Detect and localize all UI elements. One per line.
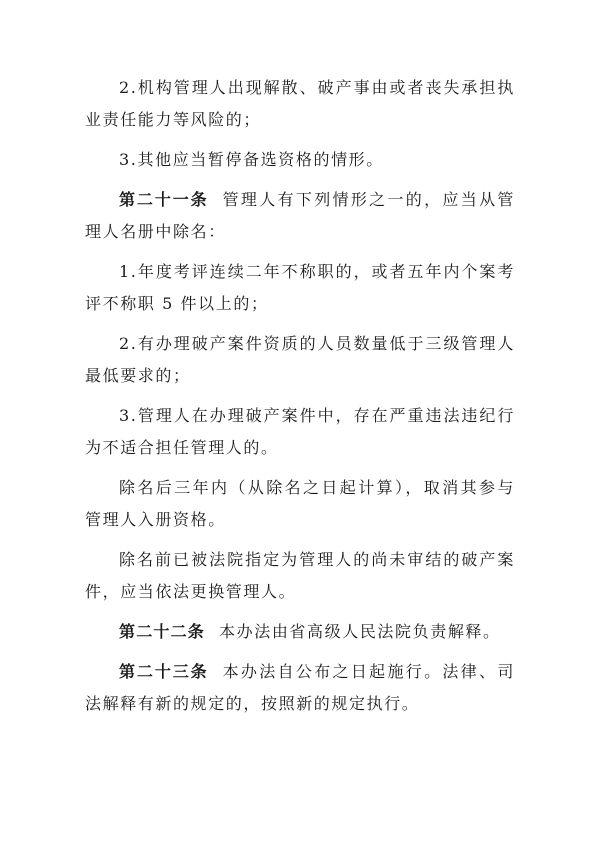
paragraph-removal-period [85,472,515,536]
paragraph-text: 除名前已被法院指定为管理人的尚未审结的破产案件，应当依法更换管理人。 [85,550,515,601]
article-text: 管理人有下列情形之一的，应当从管理人名册中除名： [85,190,515,241]
paragraph-item-2-dissolution [85,72,515,136]
paragraph-text: 除名后三年内（从除名之日起计算），取消其参与管理人入册资格。 [85,478,515,529]
paragraph-item-1-evaluation [85,256,515,320]
article-text: 本办法自公布之日起施行。法律、司法解释有新的规定的，按照新的规定执行。 [85,662,515,713]
article-22 [85,616,515,648]
article-text: 本办法由省高级人民法院负责解释。 [219,622,501,641]
paragraph-text: 3.管理人在办理破产案件中，存在严重违法违纪行为不适合担任管理人的。 [85,406,515,457]
article-23 [85,656,515,720]
article-heading: 第二十二条 [119,622,206,641]
paragraph-text: 2.机构管理人出现解散、破产事由或者丧失承担执业责任能力等风险的； [85,78,515,129]
paragraph-text: 2.有办理破产案件资质的人员数量低于三级管理人最低要求的； [85,334,515,385]
article-21 [85,184,515,248]
paragraph-item-2-staff-count [85,328,515,392]
paragraph-item-3-violation [85,400,515,464]
article-heading: 第二十三条 [119,662,209,681]
paragraph-item-3-other-cases [85,144,515,176]
paragraph-text: 3.其他应当暂停备选资格的情形。 [119,150,384,169]
article-heading: 第二十一条 [119,190,209,209]
document-body [85,72,515,728]
paragraph-text: 1.年度考评连续二年不称职的，或者五年内个案考评不称职 5 件以上的； [85,262,515,313]
paragraph-pending-cases [85,544,515,608]
